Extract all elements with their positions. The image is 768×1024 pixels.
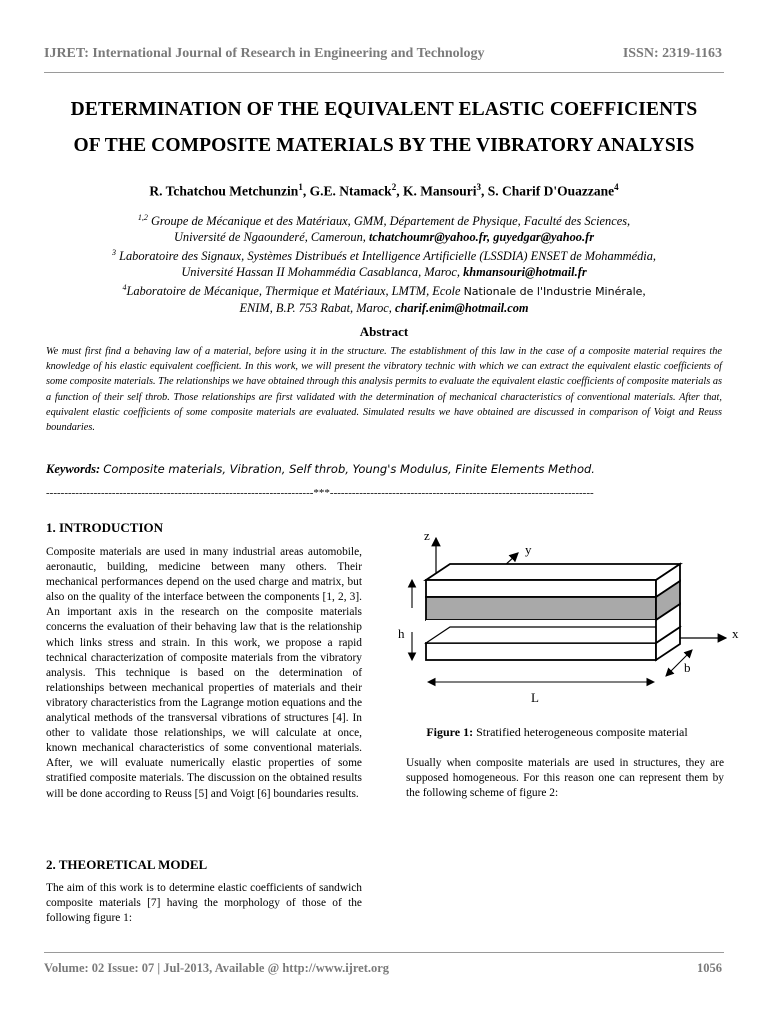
author-1-sup: 1 <box>298 182 303 192</box>
affiliation-text-2: Université de Ngaounderé, Cameroun, <box>173 230 369 245</box>
b-arrow-1 <box>666 662 680 676</box>
section-1-body: Composite materials are used in many industrial areas automobile, aeronautic, building, medicine between many others. Their mechanical performances depend on the used charge and matrix, but also on the quality of the interface between the components [1, 2, 3]. An important axis in the research on the composite materials concerns the evaluation of their behaving law that is the relationship which links stress and strain. In this work, we propose a rapid technical characterization of composite materials from the vibratory analysis. This technique is based on the determination of relationships between mechanical properties of materials and their vibratory characteristics from the Lagrange motion equations and the analytical methods of the transversal vibrations of structures [4]. In other to validate those relationships, we will calculate at once, known mechanical characteristics of some conventional materials. After, we will evaluate numerically elastic properties of some stratified composite materials. The discussion on the obtained results will be done according to Reuss [5] and Voigt [6] boundaries results. <box>46 546 362 800</box>
h-label: h <box>398 626 405 641</box>
footer-volume: Volume: 02 Issue: 07 | Jul-2013, Available @ http://www.ijret.org <box>44 961 390 975</box>
affiliation-text-4: Université Hassan II Mohammédia Casablanca, Maroc, <box>181 265 464 280</box>
x-label: x <box>732 626 739 641</box>
affiliations <box>20 210 748 316</box>
email-link-1[interactable]: tchatchoumr@yahoo.fr, guyedgar@yahoo.fr <box>368 230 595 245</box>
affiliation-text-3: Laboratoire des Signaux, Systèmes Distribués et Intelligence Artificielle (LSSDIA) ENSET de Mohammédia, <box>115 249 657 264</box>
bottom-layer-front <box>426 643 656 660</box>
affiliation-line-3 <box>20 245 748 264</box>
affiliation-line-5 <box>20 280 748 300</box>
top-layer-front <box>426 580 656 597</box>
section-1-heading: 1. INTRODUCTION <box>46 520 164 535</box>
keywords <box>46 462 722 477</box>
L-label: L <box>531 690 539 705</box>
y-label: y <box>525 542 532 557</box>
affiliation-text-5b: Nationale de l'Industrie Minérale <box>463 285 643 299</box>
author-2: , G.E. Ntamack <box>302 183 392 199</box>
page-number: 1056 <box>697 961 722 975</box>
abstract-heading: Abstract <box>359 324 409 339</box>
keywords-label: Keywords: <box>46 462 101 476</box>
affiliation-line-4 <box>20 264 748 280</box>
affiliation-sup-1: 1,2 <box>137 213 148 222</box>
author-4-sup: 4 <box>614 182 619 192</box>
keywords-text: Composite materials, Vibration, Self throb, Young's Modulus, Finite Elements Method. <box>103 462 595 476</box>
z-label: z <box>424 528 430 543</box>
b-label: b <box>684 660 691 675</box>
figure-1-caption-label: Figure 1: <box>426 725 474 739</box>
paper-title-line-2: OF THE COMPOSITE MATERIALS BY THE VIBRATORY ANALYSIS <box>73 135 695 156</box>
author-2-sup: 2 <box>391 182 397 192</box>
figure-1-diagram <box>390 520 750 720</box>
figure-1-caption <box>390 725 724 740</box>
abstract-text: We must first find a behaving law of a material, before using it in the structure. The establishment of this law in the case of a composite material requires the knowledge of his elastic equivalent coefficient. In this work, we will present the vibratory technic with which we can extract the equivalent elastic coefficients of some composite materials. The relationships we have obtained through this analysis permits to evaluate the equivalent elastic coefficients of composite materials as a function of their self throb. Those relationships are first validated with the determination of mechanical characteristics of conventional materials. After that, equivalent elastic coefficients of some composite materials are evaluated. Simulated results we have obtained are discussed in comparison of Voigt and Reuss boundaries. <box>46 346 722 434</box>
affiliation-sup-3: 3 <box>111 248 116 258</box>
issn-header: ISSN: 2319-1163 <box>622 46 722 61</box>
separator-line: -------------------------------------------------------------------------***------------------------------------------------------------------------ <box>46 487 594 499</box>
author-list <box>20 182 748 200</box>
paper-title-line-1: DETERMINATION OF THE EQUIVALENT ELASTIC COEFFICIENTS <box>70 99 698 120</box>
affiliation-text-1: Groupe de Mécanique et des Matériaux, GMM, Département de Physique, Faculté des Sciences, <box>147 214 631 229</box>
author-1: R. Tchatchou Metchunzin <box>149 183 299 199</box>
author-3-sup: 3 <box>476 182 481 192</box>
affiliation-line-1 <box>20 210 748 229</box>
affiliation-text-5a: Laboratoire de Mécanique, Thermique et Matériaux, LMTM, Ecole <box>126 284 464 299</box>
email-link-3[interactable]: charif.enim@hotmail.com <box>395 301 529 316</box>
section-2-heading: 2. THEORETICAL MODEL <box>46 857 208 872</box>
affiliation-line-6 <box>20 300 748 316</box>
email-link-2[interactable]: khmansouri@hotmail.fr <box>463 265 587 280</box>
affiliation-sup-4: 4 <box>122 283 127 293</box>
footer-rule <box>44 952 724 953</box>
affiliation-line-2 <box>20 229 748 245</box>
journal-header: IJRET: International Journal of Research in Engineering and Technology <box>44 46 485 61</box>
core-layer-front <box>426 597 656 620</box>
affiliation-text-6: ENIM, B.P. 753 Rabat, Maroc, <box>239 301 395 316</box>
affiliation-text-5c: , <box>642 284 646 299</box>
right-column-paragraph: Usually when composite materials are used in structures, they are supposed homogeneous. For this reason one can represent them by the following scheme of figure 2: <box>406 757 724 800</box>
author-4: , S. Charif D'Ouazzane <box>480 183 615 199</box>
author-3: , K. Mansouri <box>396 183 477 199</box>
top-layer-top-face <box>426 564 680 580</box>
section-2-body: The aim of this work is to determine elastic coefficients of sandwich composite materials [7] having the morphology of those of the following figure 1: <box>46 882 362 925</box>
figure-1-caption-text: Stratified heterogeneous composite material <box>473 725 688 739</box>
header-rule <box>44 72 724 73</box>
